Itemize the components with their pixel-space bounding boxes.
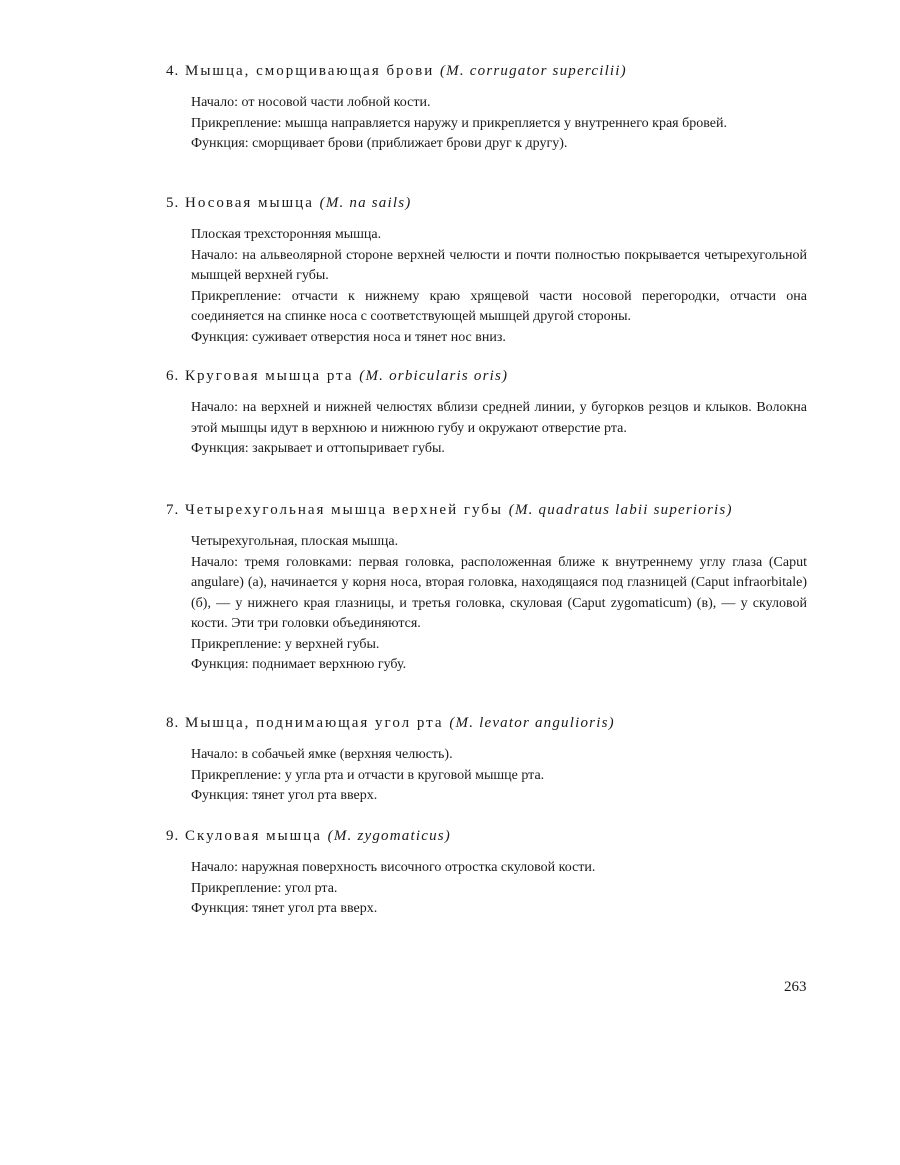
section-body [166,93,807,155]
paragraph-insertion: Прикрепление: у верхней губы. [191,636,380,652]
paragraph-insertion: Прикрепление: отчасти к нижнему краю хрящевой части носовой перегородки, отчасти она соединяется на спинке носа с соответствующей мышцей другой стороны. [191,288,807,324]
section-title: Круговая мышца рта [185,368,354,384]
section-corrugator [166,62,816,155]
paragraph-origin: Начало: наружная поверхность височного отростка скуловой кости. [191,860,596,875]
section-number: 5. [166,195,180,211]
section-title: Носовая мышца [185,195,314,211]
paragraph-function: Функция: тянет угол рта вверх. [191,901,378,916]
section-body [166,858,807,920]
section-levator-anguli-oris [166,714,816,807]
section-orbicularis-oris [166,367,816,460]
section-number: 7. [166,502,180,518]
page-number: 263 [784,979,807,995]
paragraph-origin: Начало: на альвеолярной стороне верхней челюсти и почти полностью покрывается четырехугольной мышцей верхней губы. [191,247,807,283]
section-number: 9. [166,828,180,844]
section-latin-name: (M. na sails) [319,195,412,211]
section-latin-name: (M. levator angulioris) [449,715,615,731]
section-nasalis [166,194,816,348]
section-latin-name: (M. orbicularis oris) [359,368,509,384]
paragraph-function: Функция: закрывает и оттопыривает губы. [191,441,445,456]
section-title: Мышца, сморщивающая брови [185,63,435,79]
section-number: 8. [166,715,180,731]
section-heading [166,62,816,81]
section-heading [166,827,816,846]
section-body [166,225,807,348]
paragraph-insertion: Прикрепление: у угла рта и отчасти в круговой мышце рта. [191,767,545,783]
paragraph-origin: Начало: тремя головками: первая головка, расположенная ближе к внутреннему углу глаза (Caput angulare) (а), начинается у корня носа, вторая головка, находящаяся под глазницей (Caput infraorbitale) (б), — у нижнего края глазницы, и третья головка, скуловая (Caput zygomaticum) (в), — у скуловой кости. Эти три головки объединяются. [191,554,807,631]
section-title: Четырехугольная мышца верхней губы [185,502,504,518]
paragraph-function: Функция: суживает отверстия носа и тянет нос вниз. [191,329,506,345]
section-heading [166,194,816,213]
section-latin-name: (M. quadratus labii superioris) [508,502,733,518]
section-body [166,745,807,807]
paragraph-function: Функция: тянет угол рта вверх. [191,788,378,803]
paragraph-origin: Начало: от носовой части лобной кости. [191,95,431,110]
section-body [166,398,807,460]
section-latin-name: (M. corrugator supercilii) [439,63,627,79]
paragraph-function: Функция: поднимает верхнюю губу. [191,657,407,672]
paragraph-description: Четырехугольная, плоская мышца. [191,534,399,549]
section-number: 6. [166,368,180,384]
section-heading [166,501,816,520]
section-heading [166,367,816,386]
section-latin-name: (M. zygomaticus) [327,828,451,844]
paragraph-insertion: Прикрепление: мышца направляется наружу и прикрепляется у внутреннего края бровей. [191,115,727,131]
section-body [166,532,807,676]
paragraph-description: Плоская трехсторонняя мышца. [191,227,382,242]
section-title: Мышца, поднимающая угол рта [185,715,444,731]
section-number: 4. [166,63,180,79]
section-title: Скуловая мышца [185,828,322,844]
section-quadratus-labii [166,501,816,676]
paragraph-origin: Начало: в собачьей ямке (верхняя челюсть). [191,747,453,762]
paragraph-insertion: Прикрепление: угол рта. [191,880,338,896]
section-heading [166,714,816,733]
paragraph-function: Функция: сморщивает брови (приближает брови друг к другу). [191,136,568,151]
section-zygomaticus [166,827,816,920]
paragraph-origin: Начало: на верхней и нижней челюстях вблизи средней линии, у бугорков резцов и клыков. Волокна этой мышцы идут в верхнюю и нижнюю губу и окружают отверстие рта. [191,400,807,436]
